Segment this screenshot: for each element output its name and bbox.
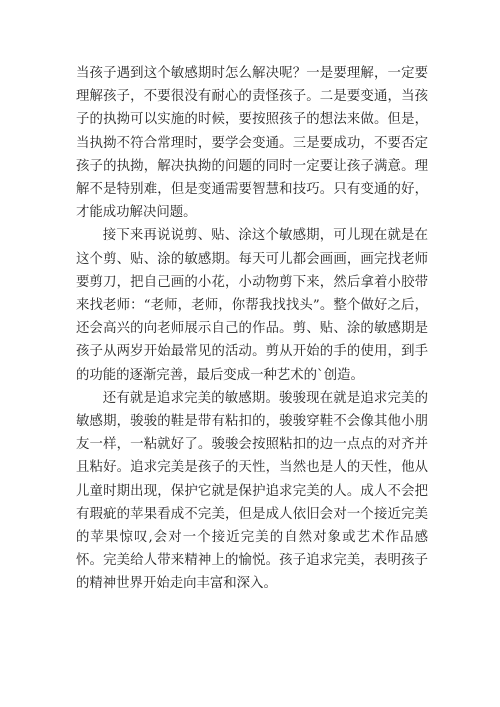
paragraph-cut-paste-paint: 接下来再说说剪、贴、涂这个敏感期，可儿现在就是在这个剪、贴、涂的敏感期。每天可儿都会画画，画完找老师要剪刀，把自己画的小花，小动物剪下来，然后拿着小胶带来找老师：“老师，老师，你帮我找找头”。整个做好之后，还会高兴的向老师展示自己的作品。剪、贴、涂的敏感期是孩子从两岁开始最常见的活动。剪从开始的手的使用，到手的功能的逐渐完善，最后变成一种艺术的`创造。	[76, 228, 428, 383]
paragraph-pursuit-of-perfection: 还有就是追求完美的敏感期。骏骏现在就是追求完美的敏感期，骏骏的鞋是带有粘扣的，骏骏穿鞋不会像其他小朋友一样，一粘就好了。骏骏会按照粘扣的边一点点的对齐并且粘好。追求完美是孩子的天性，当然也是人的天性，他从儿童时期出现，保护它就是保护追求完美的人。成人不会把有瑕疵的苹果看成不完美，但是成人依旧会对一个接近完美的苹果惊叹,会对一个接近完美的自然对象或艺术作品感怀。完美给人带来精神上的愉悦。孩子追求完美，表明孩子的精神世界开始走向丰富和深入。	[76, 390, 428, 592]
article-body	[76, 62, 428, 596]
paragraph-resolving-sensitive-period: 当孩子遇到这个敏感期时怎么解决呢？一是要理解，一定要理解孩子，不要很没有耐心的责怪孩子。二是要变通，当孩子的执拗可以实施的时候，要按照孩子的想法来做。但是，当执拗不符合常理时，要学会变通。三是要成功，不要否定孩子的执拗，解决执拗的问题的同时一定要让孩子满意。理解不是特别难，但是变通需要智慧和技巧。只有变通的好，才能成功解决问题。	[76, 66, 428, 221]
